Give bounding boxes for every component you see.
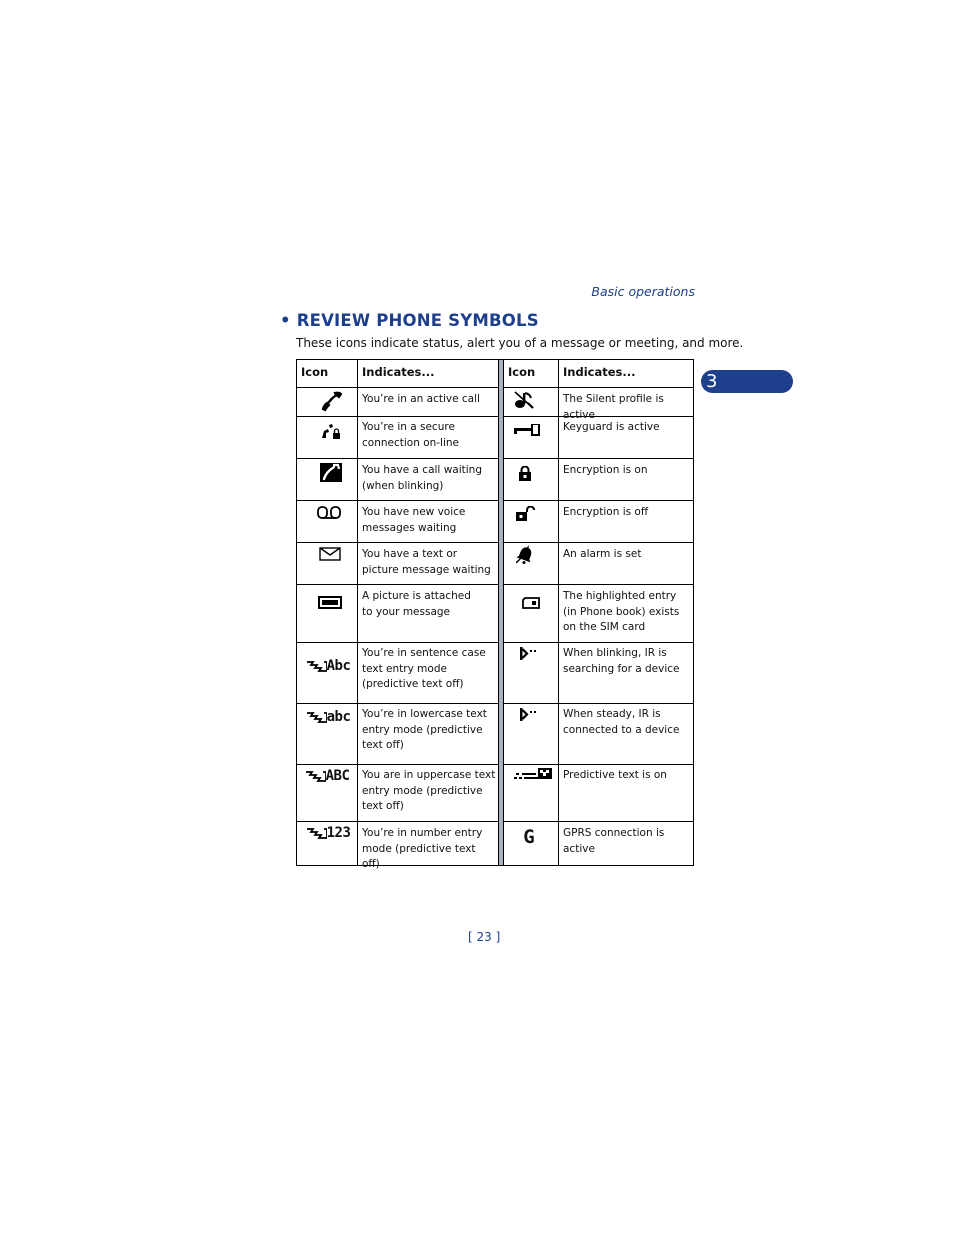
number-mode-glyph: 123 bbox=[326, 825, 351, 841]
envelope-icon bbox=[317, 545, 343, 563]
running-head: Basic operations bbox=[591, 284, 695, 299]
sentence-case-icon bbox=[301, 656, 356, 676]
chapter-tab bbox=[701, 370, 793, 393]
left-row-6-text: A picture is attached to your message bbox=[362, 590, 471, 618]
lock-open-icon bbox=[513, 503, 537, 523]
lowercase-icon bbox=[301, 707, 356, 727]
left-row-9-text: You are in uppercase text entry mode (predictive text off) bbox=[362, 769, 496, 812]
gprs-icon bbox=[519, 826, 539, 848]
table-gutter bbox=[498, 360, 504, 865]
header-icon-right: Icon bbox=[508, 365, 536, 379]
call-waiting-icon bbox=[319, 461, 343, 483]
number-mode-icon bbox=[301, 823, 356, 843]
right-row-1-text: The Silent profile is active bbox=[563, 393, 664, 421]
chapter-number: 3 bbox=[706, 371, 718, 392]
right-row-2-text: Keyguard is active bbox=[563, 421, 660, 433]
left-row-10-text: You’re in number entry mode (predictive text off) bbox=[362, 827, 483, 870]
left-row-1-text: You’re in an active call bbox=[362, 393, 480, 405]
sim-card-icon bbox=[519, 594, 543, 612]
right-row-5-text: An alarm is set bbox=[563, 548, 642, 560]
right-row-6-text: The highlighted entry (in Phone book) exists on the SIM card bbox=[563, 590, 680, 633]
voicemail-icon bbox=[315, 503, 343, 521]
header-indicates-right: Indicates... bbox=[563, 365, 636, 379]
right-row-9-text: Predictive text is on bbox=[563, 769, 667, 781]
ir-steady-icon bbox=[516, 705, 542, 723]
phone-symbols-table bbox=[296, 359, 694, 870]
uppercase-glyph: ABC bbox=[325, 768, 350, 784]
keyguard-icon bbox=[511, 420, 543, 440]
left-row-3-text: You have a call waiting (when blinking) bbox=[362, 464, 482, 492]
secure-connection-icon bbox=[319, 420, 343, 442]
uppercase-icon bbox=[299, 766, 356, 786]
header-indicates-left: Indicates... bbox=[362, 365, 435, 379]
right-row-8-text: When steady, IR is connected to a device bbox=[563, 708, 680, 736]
right-row-10-text: GPRS connection is active bbox=[563, 827, 665, 855]
silent-profile-icon bbox=[511, 389, 537, 411]
alarm-bell-icon bbox=[513, 543, 537, 565]
page-number: [ 23 ] bbox=[468, 930, 501, 944]
lock-closed-icon bbox=[515, 463, 535, 483]
left-row-7-text: You’re in sentence case text entry mode (predictive text off) bbox=[362, 647, 486, 690]
intro-text: These icons indicate status, alert you of a message or meeting, and more. bbox=[296, 336, 744, 350]
left-row-8-text: You’re in lowercase text entry mode (predictive text off) bbox=[362, 708, 487, 751]
left-row-5-text: You have a text or picture message waiting bbox=[362, 548, 491, 576]
right-row-4-text: Encryption is off bbox=[563, 506, 649, 518]
lowercase-glyph: abc bbox=[326, 709, 351, 725]
gprs-glyph: G bbox=[523, 826, 535, 848]
picture-attached-icon bbox=[317, 593, 343, 611]
right-row-3-text: Encryption is on bbox=[563, 464, 648, 476]
right-row-7-text: When blinking, IR is searching for a device bbox=[563, 647, 680, 675]
predictive-text-icon bbox=[513, 765, 555, 783]
left-row-2-text: You’re in a secure connection on-line bbox=[362, 421, 460, 449]
phone-handset-icon bbox=[319, 389, 343, 413]
header-icon-left: Icon bbox=[301, 365, 329, 379]
left-row-4-text: You have new voice messages waiting bbox=[362, 506, 466, 534]
ir-blinking-icon bbox=[516, 644, 542, 662]
section-title: • REVIEW PHONE SYMBOLS bbox=[280, 311, 539, 330]
sentence-case-glyph: Abc bbox=[326, 658, 351, 674]
